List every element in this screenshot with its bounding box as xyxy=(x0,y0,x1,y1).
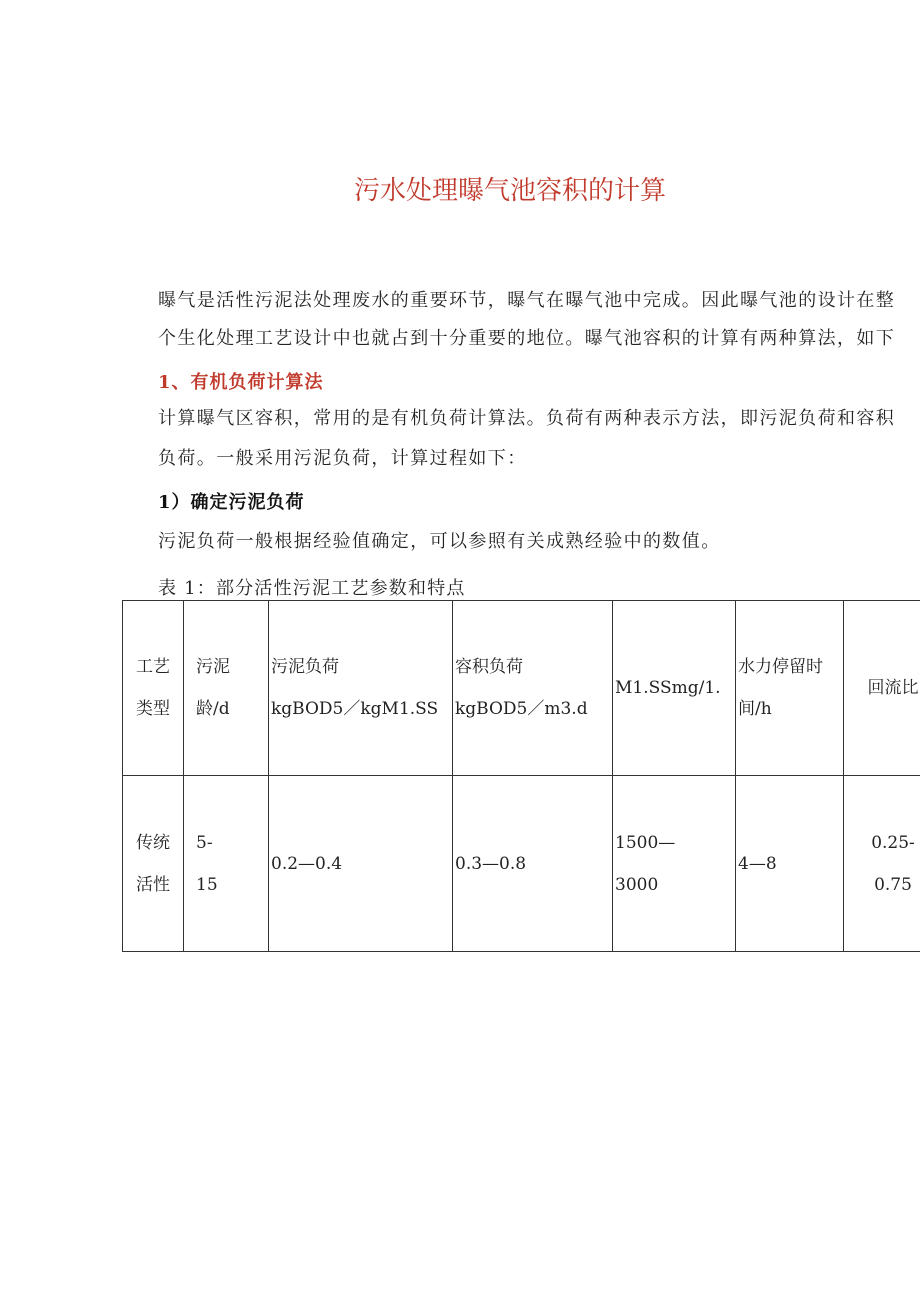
cell-volume-load: 0.3—0.8 xyxy=(453,776,613,952)
section-heading: 1、有机负荷计算法 xyxy=(158,372,324,393)
cell-sludge-load: 0.2—0.4 xyxy=(269,776,453,952)
cell-hrt: 4—8 xyxy=(736,776,844,952)
cell-mlss: 1500— 3000 xyxy=(613,776,736,952)
header-cell-hrt: 水力停留时 间/h xyxy=(736,601,844,776)
document-title: 污水处理曝气池容积的计算 xyxy=(353,176,666,206)
subsection-heading: 1）确定污泥负荷 xyxy=(158,492,305,513)
header-cell-return-ratio: 回流比 xyxy=(844,601,920,776)
parameter-table xyxy=(122,600,920,952)
table-caption: 表 1：部分活性污泥工艺参数和特点 xyxy=(158,578,466,599)
table-header-row xyxy=(123,601,920,776)
header-cell-process-type: 工艺 类型 xyxy=(123,601,184,776)
cell-sludge-age: 5- 15 xyxy=(184,776,269,952)
header-cell-sludge-age: 污泥 龄/d xyxy=(184,601,269,776)
table-row xyxy=(123,776,920,952)
header-cell-volume-load: 容积负荷 kgBOD5／m3.d xyxy=(453,601,613,776)
header-cell-mlss: M1.SSmg/1. xyxy=(613,601,736,776)
intro-line-2: 个生化处理工艺设计中也就占到十分重要的地位。曝气池容积的计算有两种算法，如下 xyxy=(158,328,896,349)
section-text-line-2: 负荷。一般采用污泥负荷，计算过程如下： xyxy=(158,448,527,469)
cell-return-ratio: 0.25- 0.75 xyxy=(844,776,920,952)
cell-process-type: 传统 活性 xyxy=(123,776,184,952)
header-cell-sludge-load: 污泥负荷 kgBOD5／kgM1.SS xyxy=(269,601,453,776)
intro-line-1: 曝气是活性污泥法处理废水的重要环节，曝气在曝气池中完成。因此曝气池的设计在整 xyxy=(158,290,896,311)
section-text-line-1: 计算曝气区容积，常用的是有机负荷计算法。负荷有两种表示方法，即污泥负荷和容积 xyxy=(158,408,896,429)
subsection-text: 污泥负荷一般根据经验值确定，可以参照有关成熟经验中的数值。 xyxy=(158,531,721,552)
